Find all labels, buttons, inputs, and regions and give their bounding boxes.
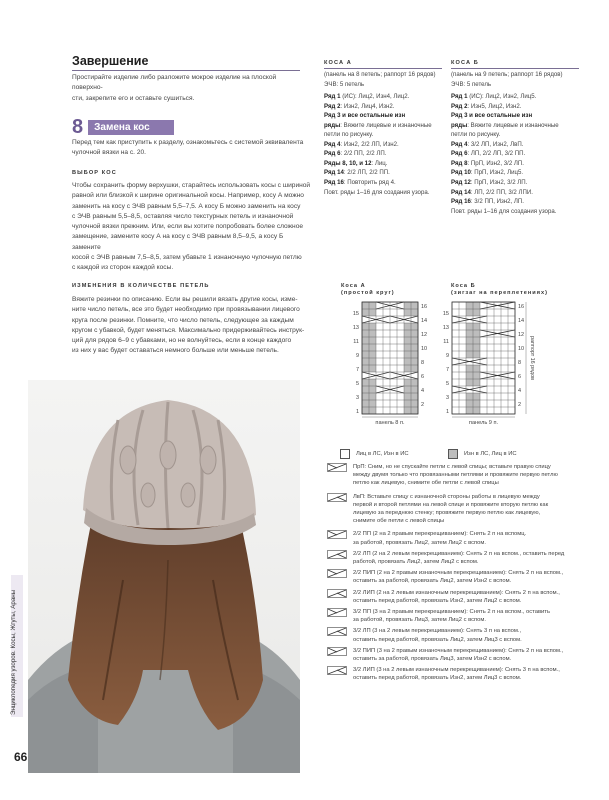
- cable-a-sub: ЭЧВ: 5 петель: [324, 80, 365, 88]
- text-line: Перед тем как приступить к разделу, ознакомьтесь с системой эквивалента: [72, 139, 304, 146]
- cable-b-row-key: Ряд 14: [451, 188, 471, 196]
- cable-b-row: [451, 207, 579, 217]
- chart-a-row-label: 12: [421, 332, 428, 338]
- cable-b-row: [451, 102, 579, 112]
- text-line: заменить на косу с ЭЧВ равным 5,5–7,5. А косу Б можно заменить на косу: [72, 202, 301, 210]
- text-line: чулочной вязки прежним. Или, если вы хотите попробовать более сложное: [72, 223, 304, 231]
- legend-symbol-icon: [327, 530, 347, 539]
- cable-b-row-text: : ПрП, Изн2, Лиц5.: [470, 169, 524, 177]
- legend-item-text: [353, 647, 563, 663]
- cable-b-row-text: : ЛП, 2/2 ПП, 3/2 ЛПИ.: [470, 188, 533, 196]
- cable-a-row: [324, 130, 442, 140]
- legend-item: [327, 550, 597, 566]
- legend-item-text: [353, 569, 563, 585]
- legend-item: [327, 569, 597, 585]
- text-line: круга после резинки. Помните, что число петель, следующее за каждым: [72, 316, 294, 324]
- cable-b-row-key: Ряд 16: [451, 198, 471, 206]
- cable-a-sub: (панель на 8 петель; раппорт 16 рядов): [324, 71, 436, 78]
- sidebar-text: Энциклопедия узоров. Косы, Жгуты, Араны: [10, 589, 17, 715]
- legend-item-line: оставить за работой, провязать Лиц2, затем Изн2 с вспом.: [353, 578, 512, 585]
- text-line: с ЭЧВ равным 5,5–8,5, оставляя число текстурных петель и изнаночной: [72, 212, 294, 220]
- cable-a-row-text: : Повторить ряд 4.: [343, 179, 396, 187]
- legend-symbol-icon: [327, 608, 347, 617]
- title-rule: [72, 70, 300, 71]
- legend-knit: [340, 449, 409, 459]
- cable-b-row-key: Ряд 8: [451, 159, 468, 167]
- text-line: ните число петель, все это будет необходимо при провязывании лицевого: [72, 306, 300, 314]
- cable-a-row: [324, 111, 442, 121]
- cable-a-row-key: Ряд 16: [324, 179, 344, 187]
- chart-a-row-label: 8: [421, 360, 425, 366]
- cable-b-row: [451, 188, 579, 198]
- cable-b-row-text: : 3/2 ЛП, Изн2, ЛвП.: [467, 140, 524, 148]
- cable-b-row-text: : Изн5, Лиц2, Изн2.: [467, 102, 522, 110]
- intro-text: [72, 73, 304, 104]
- legend-purl: [448, 449, 517, 459]
- cable-b-row-text: : Вяжите лицевые и изнаночные: [467, 121, 559, 129]
- chart-a-row-label: 13: [352, 325, 359, 331]
- legend-purl-label: Изн в ЛС, Лиц в ИС: [464, 450, 517, 457]
- cable-a-row: [324, 178, 442, 188]
- chart-a-row-label: 9: [355, 353, 359, 359]
- legend-knit-label: Лиц в ЛС, Изн в ИС: [356, 450, 409, 457]
- chart-b-row-label: 6: [518, 374, 522, 380]
- legend-item-line: работой, провязать Лиц2, затем Лиц2 с вспом.: [353, 559, 479, 566]
- legend-item-text: [353, 589, 560, 605]
- chart-a-row-label: 4: [421, 388, 425, 394]
- legend-item-line: за работой, провязать Лиц2, затем Лиц2 с вспом.: [353, 539, 486, 546]
- legend-item-text: [353, 550, 564, 566]
- legend-item-line: снимите обе петли с левой спицы: [353, 518, 445, 525]
- change-text: [72, 295, 312, 357]
- legend-item-text: [353, 493, 548, 526]
- chart-b-row-label: 14: [518, 318, 525, 324]
- cable-a-row-text: (ИС): Лиц2, Изн4, Лиц2.: [340, 93, 410, 101]
- chart-a-title-line: Коса А: [341, 283, 366, 289]
- legend-item-line: петлю как лицевую, снимите обе петли с левой спицы: [353, 480, 499, 487]
- legend-item-line: 3/2 ПИП (3 на 2 правым изнаночным перекрещиванием): Снять 2 п на вспом.,: [353, 647, 564, 654]
- cable-a-row-text: : Лиц.: [371, 159, 388, 167]
- cable-a-row-text: : 2/2 ЛП, 2/2 ПП.: [343, 169, 390, 177]
- cable-b-row-key: Ряд 2: [451, 102, 468, 110]
- cable-b-row: [451, 159, 579, 169]
- cable-b-row-key: Ряд 12: [451, 179, 471, 187]
- cable-b-sub: ЭЧВ: 5 петель: [451, 80, 492, 88]
- hat-photo-illustration: [28, 380, 300, 773]
- cable-a-row-text: Повт. ряды 1–16 для создания узора.: [324, 188, 430, 196]
- chart-b-row-label: 9: [445, 353, 449, 359]
- choice-text: [72, 181, 312, 274]
- legend-item-line: ЛвП: Вставьте спицу с изнаночной стороны работы в лицевую между: [353, 493, 540, 500]
- charts-svg: [340, 296, 550, 436]
- chart-a-row-label: 16: [421, 304, 428, 310]
- legend-item-line: оставить перед работой, провязать Изн2, затем Лиц3 с вспом.: [353, 675, 522, 682]
- text-line: сти, закрепите его и оставьте сушиться.: [72, 94, 195, 102]
- cable-b-row-key: Ряд 6: [451, 150, 468, 158]
- cable-a-row-key: ряды: [324, 121, 341, 129]
- cable-a-row-key: Ряды 8, 10, и 12: [324, 159, 372, 167]
- legend-symbol-icon: [327, 550, 347, 559]
- legend-item-line: первой и второй петлями на левой спице и провяжите вторую петлю как: [353, 501, 549, 508]
- cable-b-caption: КОСА Б: [451, 60, 479, 66]
- cable-b-row-text: : ПрП, Изн2, 3/2 ЛП.: [470, 179, 528, 187]
- legend-symbol-icon: [327, 569, 347, 578]
- cable-b-row: [451, 149, 579, 159]
- cable-b-row-text: Повт. ряды 1–16 для создания узора.: [451, 207, 557, 215]
- chart-b-title-line: Коса Б: [451, 283, 476, 289]
- cable-b-row-text: (ИС): Лиц2, Изн2, Лиц5.: [467, 93, 537, 101]
- chart-b-row-label: 12: [518, 332, 525, 338]
- chart-b-row-label: 7: [445, 367, 449, 373]
- cable-b-row: [451, 168, 579, 178]
- cable-a-row: [324, 159, 442, 169]
- legend-symbol-icon: [327, 463, 347, 472]
- text-line: Чтобы сохранить форму верхушки, старайтесь использовать косы с шириной: [72, 182, 311, 189]
- chart-b-row-label: 5: [445, 381, 449, 387]
- cable-a-row-key: Ряд 14: [324, 169, 344, 177]
- text-line: равной или близкой к ширине оригинальной косы. Например, косу А можно: [72, 192, 304, 200]
- legend-item-line: 2/2 ЛИП (2 на 2 левым изнаночным перекрещиванием): Снять 2 п на вспом.,: [353, 589, 560, 596]
- cable-b-row: [451, 197, 579, 207]
- cable-b-rule: [451, 68, 579, 69]
- cable-b-row: [451, 130, 579, 140]
- legend-item-text: [353, 627, 522, 643]
- legend-item-line: 2/2 ПИП (2 на 2 правым изнаночным перекрещиванием): Снять 2 п на вспом.,: [353, 570, 564, 577]
- legend-item: [327, 647, 597, 663]
- cable-a-row-text: : 2/2 ПП, 2/2 ЛП.: [340, 150, 387, 158]
- legend-item: [327, 666, 597, 682]
- cable-a-row-text: : Изн2, 2/2 ЛП, Изн2.: [340, 140, 399, 148]
- cable-b-row-key: Ряд 10: [451, 169, 471, 177]
- cable-a-row-key: Ряд 6: [324, 150, 341, 158]
- cable-b-row: [451, 140, 579, 150]
- cable-b-row-key: Ряд 1: [451, 93, 468, 101]
- cable-b-row-key: Ряд 3 и все остальные изн: [451, 112, 533, 120]
- cable-a-row: [324, 121, 442, 131]
- hat-photo: [28, 380, 300, 773]
- text-line: кругом с убавкой, будет меняться. Максимально придерживайтесь инструк-: [72, 326, 305, 334]
- text-line: ций для рядов 6–9 с убавками, но не волнуйтесь, если в конце каждого: [72, 337, 292, 345]
- legend-item: [327, 463, 597, 488]
- legend-item-text: [353, 666, 560, 682]
- purl-swatch: [448, 449, 458, 459]
- chart-b-row-label: 8: [518, 360, 522, 366]
- legend-symbol-icon: [327, 647, 347, 656]
- legend-item: [327, 627, 597, 643]
- change-caption: ИЗМЕНЕНИЯ В КОЛИЧЕСТВЕ ПЕТЕЛЬ: [72, 283, 210, 289]
- section-label: Замена кос: [88, 120, 174, 135]
- cable-a-row: [324, 149, 442, 159]
- section-number: 8: [72, 116, 84, 138]
- section-header: [72, 118, 174, 136]
- chart-b-side-label: раппорт 16 рядов: [529, 335, 535, 381]
- cable-a-rows: [324, 92, 442, 197]
- cable-b-sub: (панель на 9 петель; раппорт 16 рядов): [451, 71, 563, 78]
- knit-swatch: [340, 449, 350, 459]
- chart-a-row-label: 14: [421, 318, 428, 324]
- chart-b-row-label: 1: [445, 409, 449, 415]
- chart-a-row-label: 15: [352, 311, 359, 317]
- legend-item: [327, 589, 597, 605]
- text-line: с каждой из сторон каждой косы.: [72, 264, 174, 272]
- cable-a-row: [324, 92, 442, 102]
- legend-item-line: оставить за работой, провязать Лиц3, затем Изн2 с вспом.: [353, 656, 512, 663]
- legend-item-line: за работой, провязать Лиц3, затем Лиц2 с вспом.: [353, 617, 486, 624]
- legend-symbol-icon: [327, 493, 347, 502]
- chart-b-row-label: 16: [518, 304, 525, 310]
- cable-a-rule: [324, 68, 442, 69]
- cable-a-row: [324, 102, 442, 112]
- choice-caption: ВЫБОР КОС: [72, 170, 117, 176]
- legend-item-text: [353, 463, 558, 488]
- cable-a-block: [324, 60, 442, 197]
- chart-a-row-label: 1: [355, 409, 359, 415]
- text-line: косой с ЭЧВ равным 7,5–8,5, затем убавьте 1 изнаночную чулочную петлю: [72, 254, 302, 262]
- legend-item-line: 3/2 ЛП (3 на 2 левым перекрещиванием): Снять 3 п на вспом.,: [353, 628, 522, 635]
- legend-item-line: между двумя только что провязанными петлями и провяжите первую петлю: [353, 472, 558, 479]
- legend-item-line: оставить перед работой, провязать Лиц2, затем Лиц3 с вспом.: [353, 636, 522, 643]
- legend-symbol-icon: [327, 589, 347, 598]
- chart-a-row-label: 10: [421, 346, 428, 352]
- chart-a-row-label: 3: [355, 395, 359, 401]
- section-intro: [72, 138, 304, 159]
- legend-item: [327, 530, 597, 546]
- legend-item-text: [353, 608, 550, 624]
- chart-b-row-label: 3: [445, 395, 449, 401]
- legend-item-line: оставить перед работой, провязать Изн2, затем Лиц2 с вспом.: [353, 597, 522, 604]
- cable-b-row-text: : ПрП, Изн2, 3/2 ЛП.: [467, 159, 524, 167]
- chart-b-row-label: 10: [518, 346, 525, 352]
- legend-item-line: ПрП: Сним, но не спускайте петли с левой спицы; вставьте правую спицу: [353, 464, 551, 470]
- cable-b-row: [451, 92, 579, 102]
- chart-a-row-label: 6: [421, 374, 425, 380]
- text-line: замещение, замените косу А на косу с ЭЧВ равным 8,5–9,5, а косу Б замените: [72, 233, 284, 251]
- legend-list: [327, 463, 597, 686]
- legend-symbol-icon: [327, 666, 347, 675]
- text-line: из них у вас будет оставаться немного больше или меньше петель.: [72, 347, 279, 355]
- sidebar: [8, 575, 24, 750]
- chart-b-row-label: 15: [442, 311, 449, 317]
- cable-b-row-key: Ряд 4: [451, 140, 468, 148]
- chart-a-title-line: (простой круг): [341, 290, 395, 296]
- legend-item-text: [353, 530, 526, 546]
- cable-a-row-text: : Вяжите лицевые и изнаночные: [340, 121, 432, 129]
- legend-item: [327, 493, 597, 526]
- page-number: 66: [14, 750, 28, 764]
- legend-item-line: 2/2 ЛП (2 на 2 левым перекрещиванием): Снять 2 п на вспом., оставить перед: [353, 550, 565, 557]
- chart-a-row-label: 5: [355, 381, 359, 387]
- chart-b-title-line: (зигзаг на переплетениях): [451, 290, 548, 296]
- chart-a-row-label: 7: [355, 367, 359, 373]
- chart-b-row-label: 2: [518, 402, 522, 408]
- cable-a-row-key: Ряд 4: [324, 140, 341, 148]
- cable-a-row: [324, 188, 442, 198]
- cable-a-row: [324, 168, 442, 178]
- cable-a-row-text: : Изн2, Лиц4, Изн2.: [340, 102, 395, 110]
- cable-b-rows: [451, 92, 579, 216]
- cable-b-block: [451, 60, 579, 216]
- text-line: чулочной вязки на с. 20.: [72, 149, 146, 157]
- chart-b-row-label: 13: [442, 325, 449, 331]
- text-line: Вяжите резинки по описанию. Если вы решили вязать другие косы, изме-: [72, 296, 298, 303]
- legend-item-line: лицевую за переднюю стенку; провяжите первую петлю как лицевую,: [353, 510, 541, 517]
- cable-b-row-text: петли по рисунку.: [451, 131, 501, 139]
- legend-item: [327, 608, 597, 624]
- section-title: Завершение: [72, 54, 149, 68]
- legend-item-line: 3/2 ЛИП (3 на 2 левым изнаночным перекрещиванием): Снять 3 п на вспом.,: [353, 667, 560, 674]
- cable-b-row-text: : ЛП, 2/2 ЛП, 3/2 ПП.: [467, 150, 526, 158]
- chart-b-bottom-label: панель 9 п.: [468, 420, 499, 426]
- legend-symbol-icon: [327, 627, 347, 636]
- chart-b-row-label: 4: [518, 388, 522, 394]
- cable-a-row-key: Ряд 1: [324, 93, 341, 101]
- cable-b-row-text: : 3/2 ПП, Изн2, ЛП.: [470, 198, 524, 206]
- cable-a-row-key: Ряд 2: [324, 102, 341, 110]
- chart-a-row-label: 2: [421, 402, 425, 408]
- chart-a-bottom-label: панель 8 п.: [375, 420, 405, 426]
- cable-b-row-key: ряды: [451, 121, 468, 129]
- cable-b-row: [451, 121, 579, 131]
- legend-item-line: 3/2 ПП (3 на 2 правым перекрещиванием): Снять 2 п на вспом., оставить: [353, 609, 550, 616]
- cable-a-row: [324, 140, 442, 150]
- cable-a-row-text: петли по рисунку.: [324, 131, 374, 139]
- cable-a-row-key: Ряд 3 и все остальные изн: [324, 112, 406, 120]
- chart-b-row-label: 11: [443, 339, 449, 345]
- cable-b-row: [451, 111, 579, 121]
- chart-a-row-label: 11: [353, 339, 359, 345]
- text-line: Простирайте изделие либо разложите мокрое изделие на плоской поверхно-: [72, 74, 277, 92]
- legend-item-line: 2/2 ПП (2 на 2 правым перекрещиванием): Снять 2 п на вспомц.: [353, 531, 527, 538]
- cable-b-row: [451, 178, 579, 188]
- cable-a-caption: КОСА А: [324, 60, 352, 66]
- chart-a-title: [341, 283, 395, 297]
- chart-b-title: [451, 283, 548, 297]
